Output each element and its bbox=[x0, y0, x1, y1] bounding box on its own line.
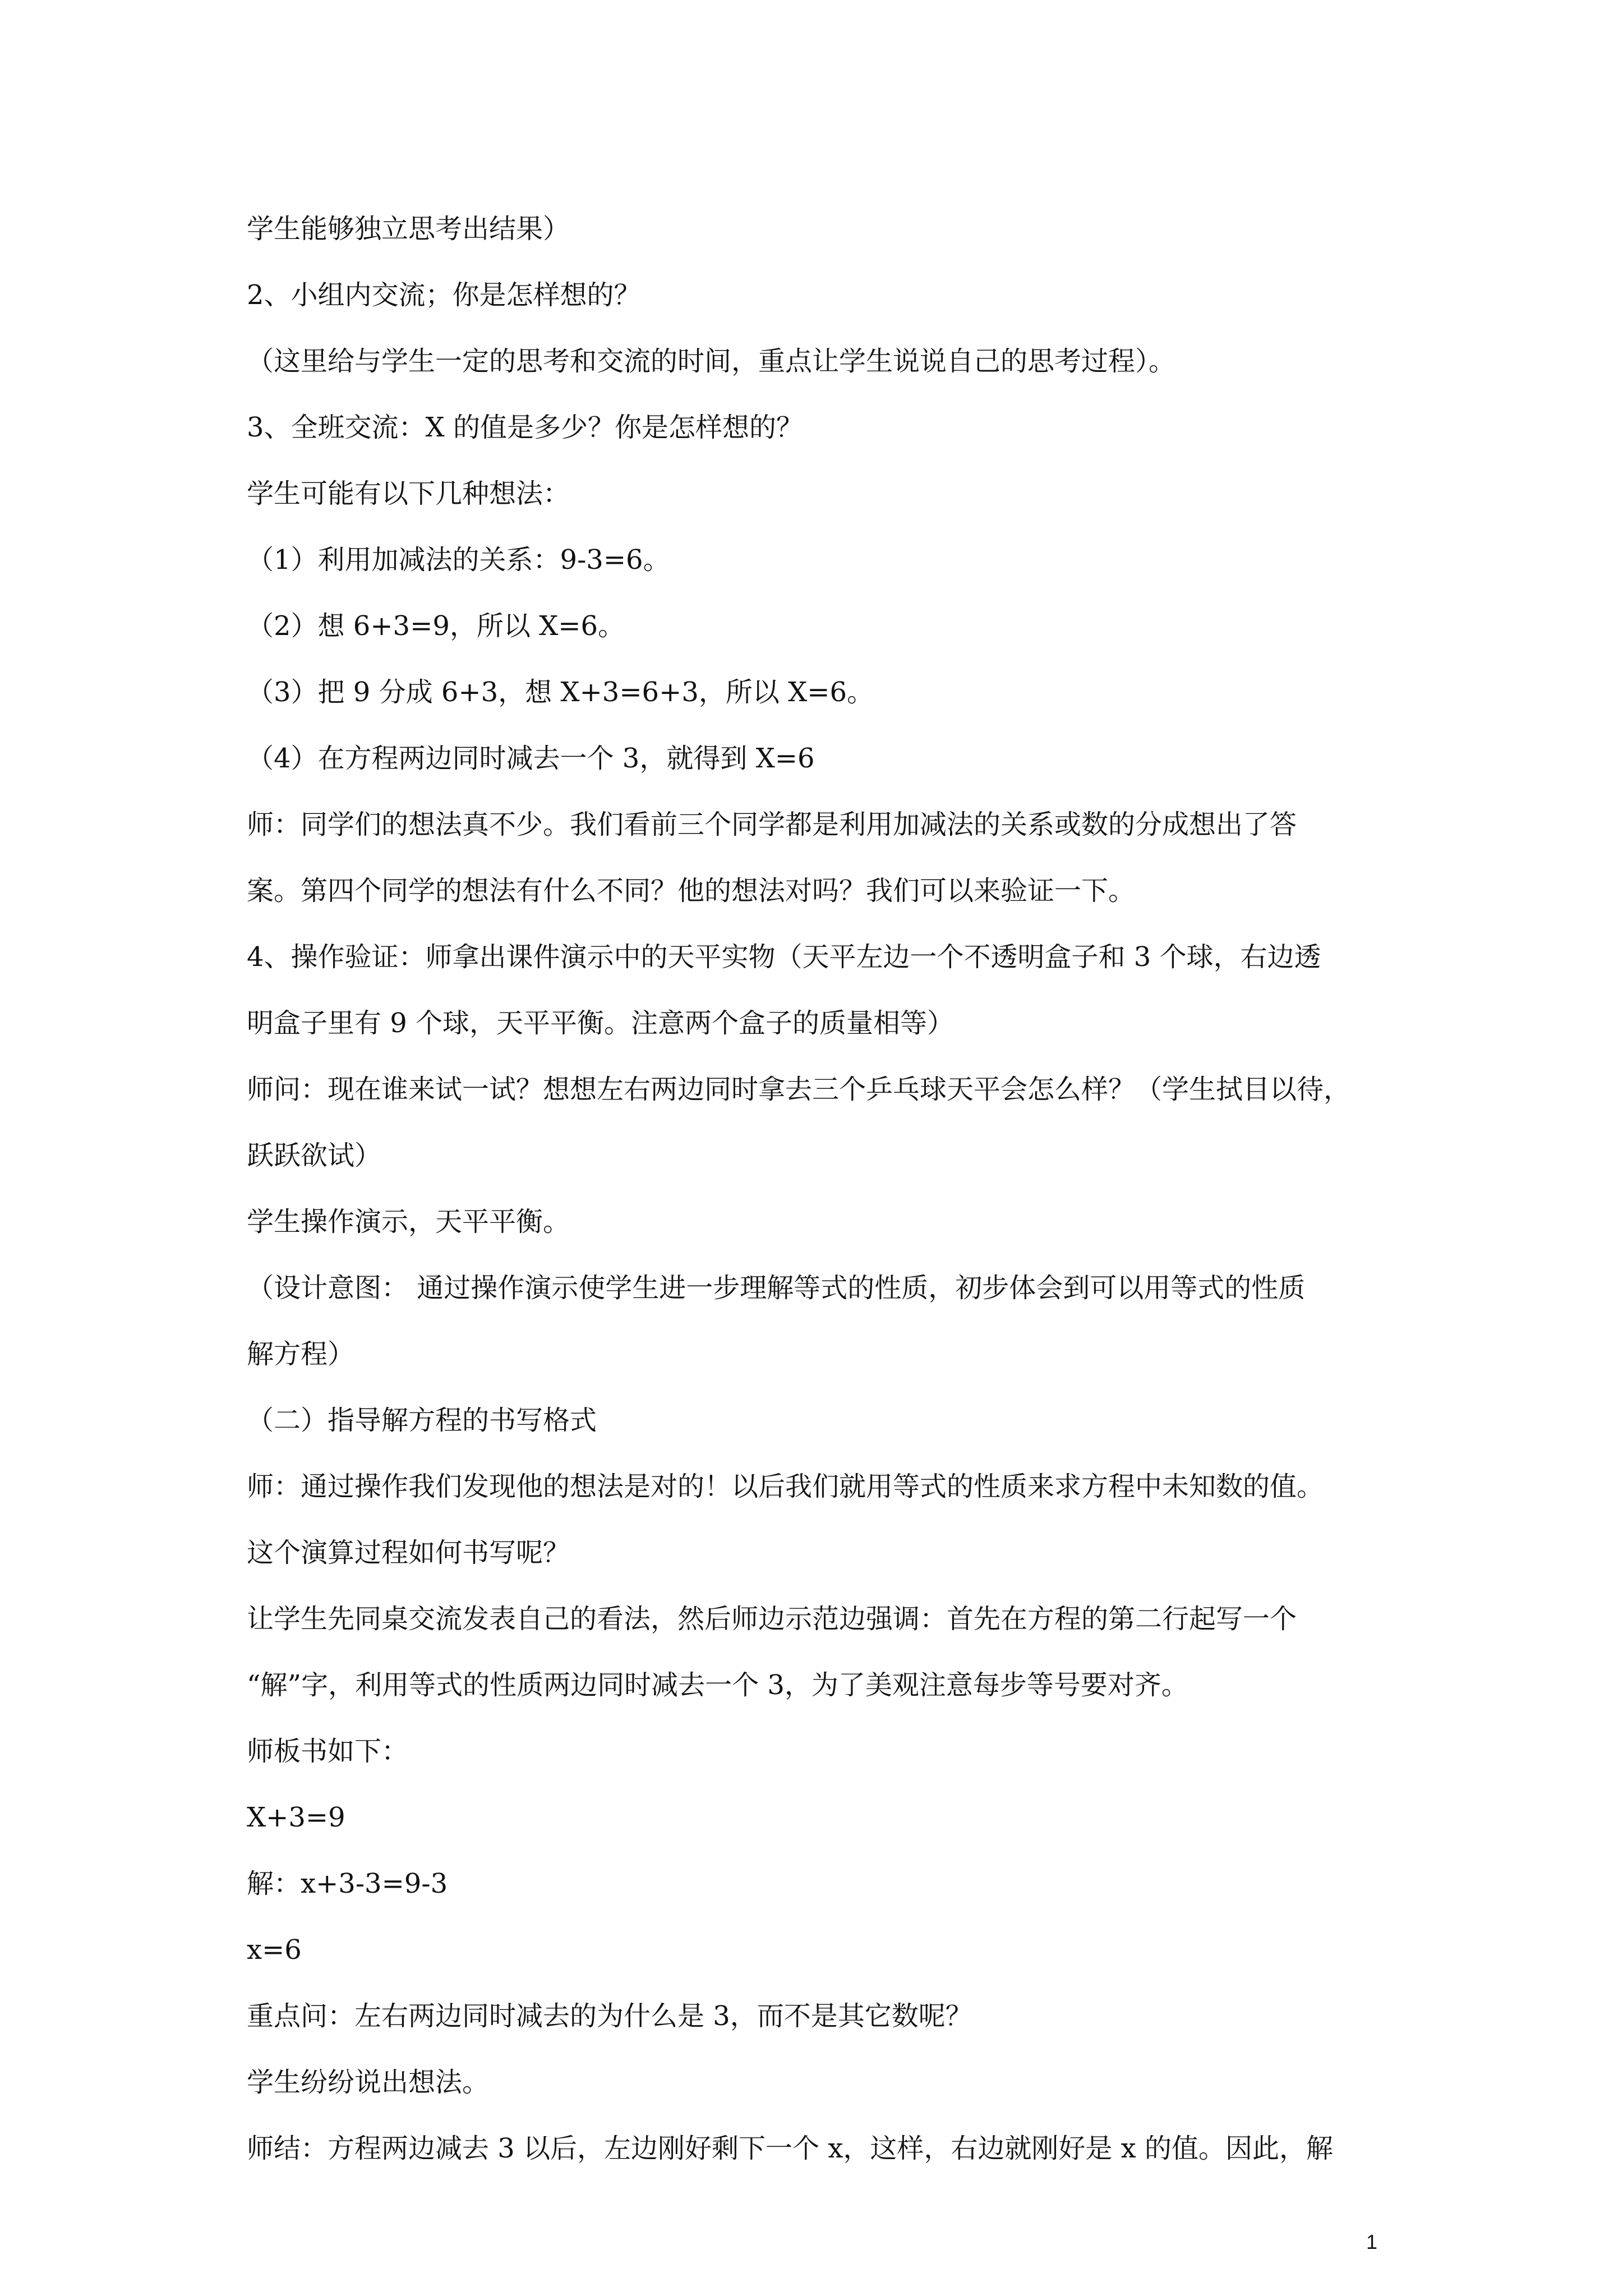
text-line: 师：通过操作我们发现他的想法是对的！以后我们就用等式的性质来求方程中未知数的值。 bbox=[247, 1471, 1324, 1502]
text-line: 师：同学们的想法真不少。我们看前三个同学都是利用加减法的关系或数的分成想出了答 bbox=[247, 809, 1297, 840]
text-line: 师板书如下： bbox=[247, 1736, 409, 1767]
text-line: 解方程） bbox=[247, 1338, 355, 1370]
text-line: （设计意图： 通过操作演示使学生进一步理解等式的性质，初步体会到可以用等式的性质 bbox=[247, 1272, 1306, 1304]
text-line: 跃跃欲试） bbox=[247, 1140, 382, 1171]
text-line: 3、全班交流：X 的值是多少？你是怎样想的？ bbox=[247, 412, 803, 443]
text-line: 重点问：左右两边同时减去的为什么是 3，而不是其它数呢？ bbox=[247, 2000, 972, 2032]
text-line: 4、操作验证：师拿出课件演示中的天平实物（天平左边一个不透明盒子和 3 个球，右边透 bbox=[247, 941, 1321, 973]
text-line: 师结：方程两边减去 3 以后，左边刚好剩下一个 x，这样，右边就刚好是 x 的值。因此，解 bbox=[247, 2133, 1333, 2164]
text-line: （2）想 6+3=9，所以 X=6。 bbox=[247, 610, 625, 642]
text-line: x=6 bbox=[247, 1934, 302, 1966]
text-line: 学生操作演示，天平平衡。 bbox=[247, 1206, 570, 1237]
text-line: “解”字，利用等式的性质两边同时减去一个 3，为了美观注意每步等号要对齐。 bbox=[247, 1669, 1188, 1701]
text-line: 明盒子里有 9 个球，天平平衡。注意两个盒子的质量相等） bbox=[247, 1007, 955, 1039]
text-line: 案。第四个同学的想法有什么不同？他的想法对吗？我们可以来验证一下。 bbox=[247, 875, 1136, 907]
text-line: （1）利用加减法的关系：9-3=6。 bbox=[247, 544, 670, 576]
text-line: （3）把 9 分成 6+3，想 X+3=6+3，所以 X=6。 bbox=[247, 677, 874, 708]
text-line: 让学生先同桌交流发表自己的看法，然后师边示范边强调：首先在方程的第二行起写一个 bbox=[247, 1603, 1297, 1635]
text-line: （二）指导解方程的书写格式 bbox=[247, 1405, 597, 1436]
text-line: X+3=9 bbox=[247, 1802, 345, 1833]
text-line: 学生纷纷说出想法。 bbox=[247, 2067, 490, 2098]
text-line: （这里给与学生一定的思考和交流的时间，重点让学生说说自己的思考过程）。 bbox=[247, 346, 1176, 377]
text-line: 学生可能有以下几种想法： bbox=[247, 478, 570, 509]
text-line: 学生能够独立思考出结果） bbox=[247, 213, 570, 245]
text-line: 这个演算过程如何书写呢？ bbox=[247, 1537, 570, 1568]
text-line: 师问：现在谁来试一试？想想左右两边同时拿去三个乒乓球天平会怎么样？（学生拭目以待， bbox=[247, 1074, 1351, 1105]
text-line: （4）在方程两边同时减去一个 3，就得到 X=6 bbox=[247, 743, 815, 774]
page-number: 1 bbox=[1366, 2230, 1378, 2253]
text-line: 2、小组内交流；你是怎样想的？ bbox=[247, 279, 641, 311]
text-line: 解：x+3-3=9-3 bbox=[247, 1868, 448, 1899]
